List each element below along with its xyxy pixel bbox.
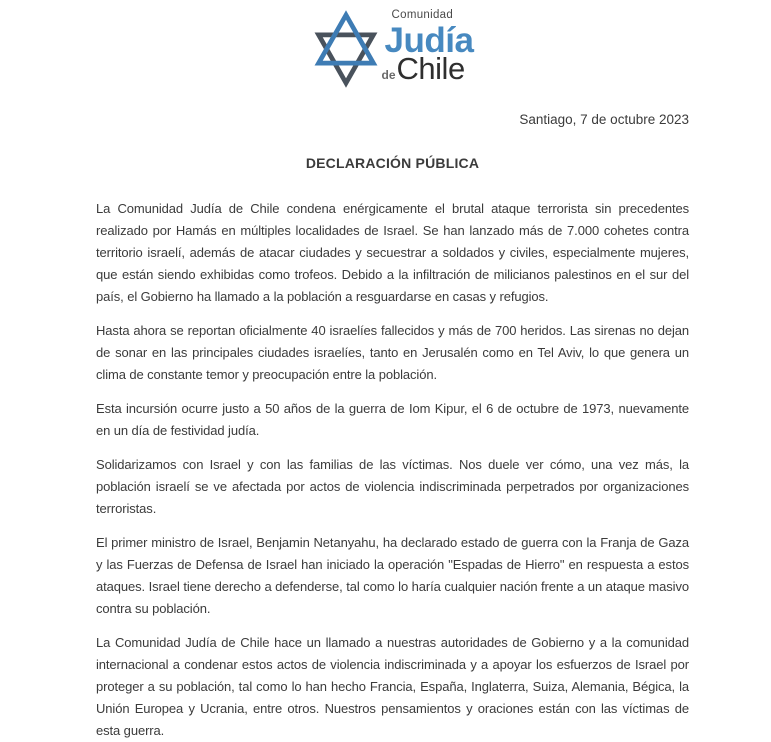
letter-body [96,198,689,742]
logo-word-comunidad: Comunidad [391,9,454,21]
logo-text [368,8,474,84]
logo-word-chile: Chile [396,50,465,86]
dateline: Santiago, 7 de octubre 2023 [519,112,689,127]
paragraph-3: Esta incursión ocurre justo a 50 años de la guerra de Iom Kipur, el 6 de octubre de 1973, nuevamente en un día de festividad judía. [96,401,689,438]
paragraph-2: Hasta ahora se reportan oficialmente 40 israelíes fallecidos y más de 700 heridos. Las sirenas no dejan de sonar en las principales ciudades israelíes, tanto en Jerusalén como en Tel Aviv, lo que genera un clima de constante temor y preocupación entre la población. [96,323,689,382]
paragraph-5: El primer ministro de Israel, Benjamin Netanyahu, ha declarado estado de guerra con la Franja de Gaza y las Fuerzas de Defensa de Israel han iniciado la operación "Espadas de Hierro" en respuesta a estos ataques. Israel tiene derecho a defenderse, tal como lo haría cualquier nación frente a un ataque masivo contra su población. [96,535,689,616]
page-title: DECLARACIÓN PÚBLICA [305,155,480,171]
logo-word-judia: Judía [384,20,474,60]
paragraph-1: La Comunidad Judía de Chile condena enérgicamente el brutal ataque terrorista sin precedentes realizado por Hamás en múltiples localidades de Israel. Se han lanzado más de 7.000 cohetes contra territorio israelí, además de atacar ciudades y secuestrar a soldados y civiles, especialmente mujeres, que están siendo exhibidas como trofeos. Debido a la infiltración de milicianos palestinos en el sur del país, el Gobierno ha llamado a la población a resguardarse en casas y refugios. [96,201,689,304]
logo [312,8,474,92]
paragraph-6: La Comunidad Judía de Chile hace un llamado a nuestras autoridades de Gobierno y a la comunidad internacional a condenar estos actos de violencia indiscriminada y a apoyar los esfuerzos de Israel por proteger a su población, tal como lo han hecho Francia, España, Inglaterra, Suiza, Alemania, Bégica, la Unión Europea y Ucrania, entre otros. Nuestros pensamientos y oraciones están con las víctimas de esta guerra. [96,635,689,738]
logo-word-de: de [381,67,396,82]
paragraph-4: Solidarizamos con Israel y con las familias de las víctimas. Nos duele ver cómo, una vez más, la población israelí se ve afectada por actos de violencia indiscriminada perpetrados por organizaciones terroristas. [96,457,689,516]
